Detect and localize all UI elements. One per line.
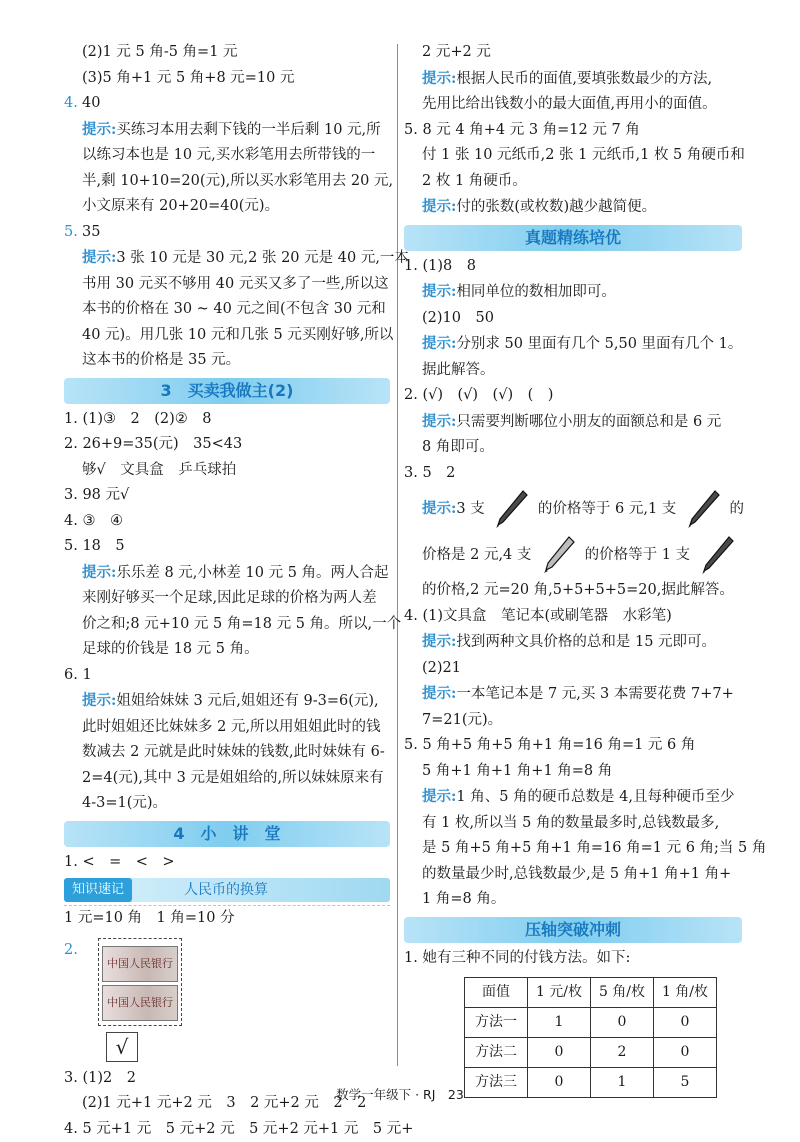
hint-text: 的价格等于 1 支 (585, 547, 690, 563)
answer-line: (3)5 角+1 元 5 角+8 元=10 元 (64, 66, 390, 92)
table-cell: 方法一 (465, 1008, 528, 1038)
hint-text: 以练习本也是 10 元,买水彩笔用去所带钱的一 (64, 143, 390, 169)
hint-text: 7=21(元)。 (404, 708, 742, 734)
hint-text: 姐姐给妹妹 3 元后,姐姐还有 9-3=6(元), (116, 693, 378, 709)
table-header-cell: 1 角/枚 (654, 978, 717, 1008)
hint-label: 提示: (422, 70, 456, 87)
hint-label: 提示: (422, 413, 456, 430)
hint-text: 2=4(元),其中 3 元是姐姐给的,所以妹妹原来有 (64, 766, 390, 792)
pen-icon (699, 534, 735, 576)
hint-label: 提示: (422, 335, 456, 352)
pencil-icon (540, 534, 576, 576)
hint-text: 有 1 枚,所以当 5 角的数量最多时,总钱数最多, (404, 811, 742, 837)
knowledge-bar (64, 878, 390, 902)
hint-label: 提示: (422, 283, 456, 300)
page-footer: 数学一年级下 · RJ 23 (0, 1082, 800, 1108)
section-header-zhenti: 真题精练培优 (404, 225, 742, 251)
payment-methods-table (464, 977, 717, 1098)
answer-line: 5. 5 角+5 角+5 角+1 角=16 角=1 元 6 角 (404, 733, 742, 759)
table-header-cell: 5 角/枚 (591, 978, 654, 1008)
hint-label: 提示: (82, 564, 116, 581)
hint-label: 提示: (422, 685, 456, 702)
answer-text: 35 (82, 224, 100, 240)
table-row (465, 1008, 717, 1038)
answer-line: 1. 她有三种不同的付钱方法。如下: (404, 946, 742, 972)
hint-text: 足球的价钱是 18 元 5 角。 (64, 637, 390, 663)
hint-text: 买练习本用去剩下钱的一半后剩 10 元,所 (116, 122, 380, 138)
table-cell: 0 (528, 1068, 591, 1098)
table-cell: 1 (528, 1008, 591, 1038)
hint-label: 提示: (422, 198, 456, 215)
hint-text: 相同单位的数相加即可。 (456, 284, 616, 300)
table-cell: 0 (591, 1008, 654, 1038)
table-cell: 0 (654, 1008, 717, 1038)
hint-text: 付的张数(或枚数)越少越简便。 (456, 199, 656, 215)
answer-line: 1. < = < > (64, 850, 390, 876)
answer-line: 2. (√) (√) (√) ( ) (404, 383, 742, 409)
answer-line: 4. ③ ④ (64, 509, 390, 535)
hint-text: 价格是 2 元,4 支 (422, 547, 531, 563)
answer-line: 2 枚 1 角硬币。 (404, 169, 742, 195)
knowledge-title: 人民币的换算 (184, 878, 268, 902)
table-cell: 0 (654, 1038, 717, 1068)
hint-label: 提示: (82, 249, 116, 266)
answer-line: 5. 8 元 4 角+4 元 3 角=12 元 7 角 (404, 118, 742, 144)
table-cell: 0 (528, 1038, 591, 1068)
table-cell: 方法二 (465, 1038, 528, 1068)
hint-text: 3 支 (456, 501, 484, 517)
left-column (64, 40, 390, 1142)
hint-text: 分别求 50 里面有几个 5,50 里面有几个 1。 (456, 336, 742, 352)
answer-text: 40 (82, 95, 100, 111)
section-header-3: 3 买卖我做主(2) (64, 378, 390, 404)
hint-text: 的 (730, 501, 745, 517)
hint-text: 一本笔记本是 7 元,买 3 本需要花费 7+7+ (456, 686, 733, 702)
pen-icon (685, 488, 721, 530)
hint-text: 数减去 2 元就是此时妹妹的钱数,此时妹妹有 6- (64, 740, 390, 766)
hint-text: 1 角、5 角的硬币总数是 4,且每种硬币至少 (456, 789, 734, 805)
hint-text: 半,剩 10+10=20(元),所以买水彩笔用去 20 元, (64, 169, 390, 195)
hint-text: 价之和;8 元+10 元 5 角=18 元 5 角。所以,一个 (64, 612, 390, 638)
pen-icon (493, 488, 529, 530)
answer-line: 3. 98 元√ (64, 483, 390, 509)
answer-line: (2)1 元 5 角-5 角=1 元 (64, 40, 390, 66)
answer-line: 付 1 张 10 元纸币,2 张 1 元纸币,1 枚 5 角硬币和 (404, 143, 742, 169)
section-header-4: 4 小 讲 堂 (64, 821, 390, 847)
answer-line: 够√ 文具盒 乒乓球拍 (64, 458, 390, 484)
answer-line: 1. (1)③ 2 (2)② 8 (64, 407, 390, 433)
hint-text: 来刚好够买一个足球,因此足球的价格为两人差 (64, 586, 390, 612)
table-cell: 方法三 (465, 1068, 528, 1098)
hint-text: 这本书的价格是 35 元。 (64, 348, 390, 374)
answer-line: 2 元+2 元 (404, 40, 742, 66)
hint-text: 根据人民币的面值,要填张数最少的方法, (456, 71, 712, 87)
table-cell: 2 (591, 1038, 654, 1068)
knowledge-badge: 知识速记 (64, 878, 132, 902)
right-column (404, 40, 742, 1098)
table-header-cell: 1 元/枚 (528, 978, 591, 1008)
table-cell: 1 (591, 1068, 654, 1098)
hint-text: 3 张 10 元是 30 元,2 张 20 元是 40 元,一本 (116, 250, 409, 266)
table-header-row (465, 978, 717, 1008)
answer-line: (2)1 元+1 元+2 元 3 2 元+2 元 2 2 (64, 1091, 390, 1117)
question-number: 4. (64, 91, 82, 117)
hint-text: 的数量最少时,总钱数最少,是 5 角+1 角+1 角+ (404, 862, 742, 888)
answer-line: 5 角+1 角+1 角+1 角=8 角 (404, 759, 742, 785)
table-row (465, 1038, 717, 1068)
hint-text: 4-3=1(元)。 (64, 791, 390, 817)
answer-line: (2)10 50 (404, 306, 742, 332)
question-number: 5. (64, 220, 82, 246)
hint-label: 提示: (422, 500, 456, 517)
hint-text: 本书的价格在 30 ~ 40 元之间(不包含 30 元和 (64, 297, 390, 323)
hint-text: 只需要判断哪位小朋友的面额总和是 6 元 (456, 414, 721, 430)
answer-line: 6. 1 (64, 663, 390, 689)
answer-line: 4. 5 元+1 元 5 元+2 元 5 元+2 元+1 元 5 元+ (64, 1117, 390, 1142)
banknote-image: 中国人民银行 (102, 985, 178, 1021)
answer-line: (2)21 (404, 656, 742, 682)
hint-text: 据此解答。 (404, 358, 742, 384)
hint-text: 的价格,2 元=20 角,5+5+5+5=20,据此解答。 (404, 578, 742, 604)
table-cell: 5 (654, 1068, 717, 1098)
question-number: 2. (64, 938, 82, 964)
hint-text: 是 5 角+5 角+5 角+1 角=16 角=1 元 6 角;当 5 角 (404, 836, 742, 862)
hint-text: 此时姐姐还比妹妹多 2 元,所以用姐姐此时的钱 (64, 715, 390, 741)
hint-label: 提示: (82, 692, 116, 709)
hint-text: 先用比给出钱数小的最大面值,再用小的面值。 (404, 92, 742, 118)
section-header-yazhou: 压轴突破冲刺 (404, 917, 742, 943)
column-divider (397, 44, 398, 1066)
hint-text: 小文原来有 20+20=40(元)。 (64, 194, 390, 220)
hint-label: 提示: (422, 788, 456, 805)
answer-line: 3. (1)2 2 (64, 1066, 390, 1092)
hint-text: 40 元)。用几张 10 元和几张 5 元买刚好够,所以 (64, 323, 390, 349)
answer-line: 4. (1)文具盒 笔记本(或刷笔器 水彩笔) (404, 604, 742, 630)
hint-text: 找到两种文具价格的总和是 15 元即可。 (456, 634, 716, 650)
knowledge-note: 1 元=10 角 1 角=10 分 (64, 905, 390, 932)
hint-text: 乐乐差 8 元,小林差 10 元 5 角。两人合起 (116, 565, 388, 581)
banknote-image: 中国人民银行 (102, 946, 178, 982)
hint-text: 书用 30 元买不够用 40 元买又多了一些,所以这 (64, 272, 390, 298)
answer-line: 2. 26+9=35(元) 35<43 (64, 432, 390, 458)
check-box: √ (106, 1032, 138, 1062)
answer-line: 3. 5 2 (404, 461, 742, 487)
table-header-cell: 面值 (465, 978, 528, 1008)
hint-label: 提示: (422, 633, 456, 650)
answer-line: 5. 18 5 (64, 534, 390, 560)
hint-label: 提示: (82, 121, 116, 138)
hint-text: 1 角=8 角。 (404, 887, 742, 913)
answer-line: 1. (1)8 8 (404, 254, 742, 280)
hint-text: 8 角即可。 (404, 435, 742, 461)
banknote-box (98, 938, 182, 1026)
hint-text: 的价格等于 6 元,1 支 (538, 501, 676, 517)
